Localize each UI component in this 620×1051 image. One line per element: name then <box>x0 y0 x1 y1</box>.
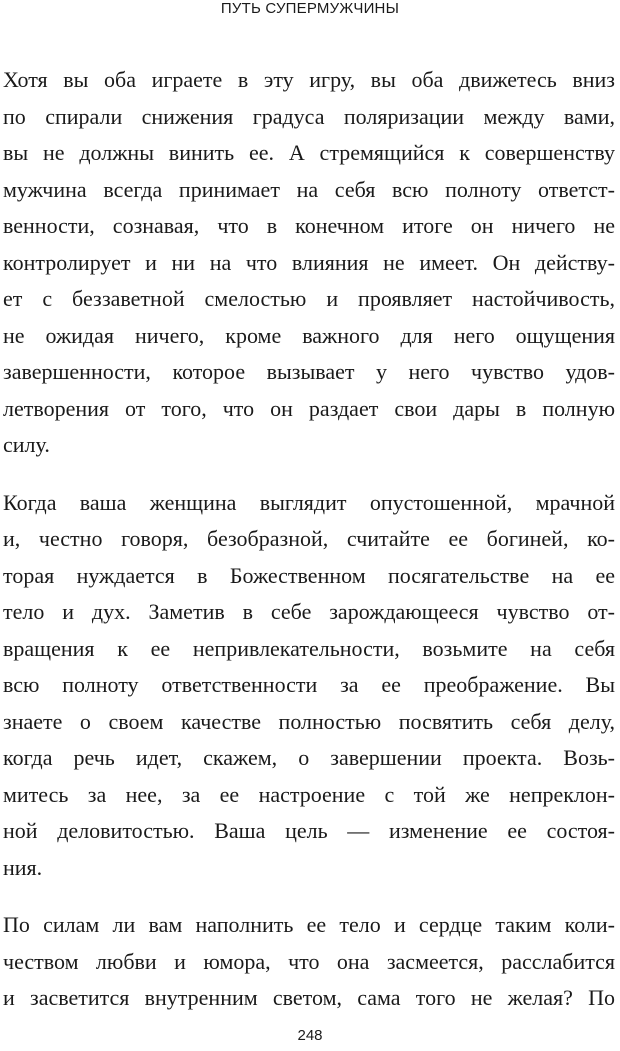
text-line: ния. <box>3 854 43 880</box>
paragraph-gap <box>3 886 615 907</box>
text-line: торая нуждается в Божественном посягательстве на ее <box>3 562 615 588</box>
text-line: Хотя вы оба играете в эту игру, вы оба движетесь вниз <box>3 67 615 92</box>
text-line: и засветится внутренним светом, сама того не желая? По <box>3 985 615 1010</box>
paragraph-1 <box>3 62 615 464</box>
paragraph-2 <box>3 485 615 887</box>
running-header: ПУТЬ СУПЕРМУЖЧИНЫ <box>220 0 400 17</box>
text-line: силу. <box>3 432 50 457</box>
text-line: мужчина всегда принимает на себя всю полноту ответст- <box>3 176 615 202</box>
page-body <box>3 62 615 1017</box>
text-line: завершенности, которое вызывает у него чувство удов- <box>3 359 615 384</box>
paragraph-gap <box>3 464 615 485</box>
text-line: вы не должны винить ее. А стремящийся к совершенству <box>3 140 615 165</box>
text-line: контролирует и ни на что влияния не имеет. Он действу- <box>3 249 615 275</box>
text-line: ет с беззаветной смелостью и проявляет настойчивость, <box>3 286 615 311</box>
text-line: чеством любви и юмора, что она засмеется, расслабится <box>3 948 615 974</box>
text-line: летворения от того, что он раздает свои дары в полную <box>3 395 615 421</box>
text-line: и, честно говоря, безобразной, считайте ее богиней, ко- <box>3 526 615 551</box>
text-line: венности, сознавая, что в конечном итоге он ничего не <box>3 213 615 238</box>
text-line: когда речь идет, скажем, о завершении проекта. Возь- <box>3 745 615 770</box>
text-line: митесь за нее, за ее настроение с той же непреклон- <box>3 781 615 807</box>
text-line: По силам ли вам наполнить ее тело и сердце таким коли- <box>3 912 615 937</box>
paragraph-3 <box>3 907 615 1017</box>
text-line: по спирали снижения градуса поляризации между вами, <box>3 103 615 129</box>
text-line: Когда ваша женщина выглядит опустошенной, мрачной <box>3 489 615 515</box>
text-line: не ожидая ничего, кроме важного для него ощущения <box>3 322 615 348</box>
page-number: 248 <box>297 1027 323 1044</box>
text-line: вращения к ее непривлекательности, возьмите на себя <box>3 635 615 661</box>
text-line: тело и дух. Заметив в себе зарождающееся чувство от- <box>3 599 615 624</box>
text-line: всю полноту ответственности за ее преображение. Вы <box>3 672 615 697</box>
text-line: ной деловитостью. Ваша цель — изменение ее состоя- <box>3 818 615 843</box>
text-line: знаете о своем качестве полностью посвятить себя делу, <box>3 708 615 734</box>
